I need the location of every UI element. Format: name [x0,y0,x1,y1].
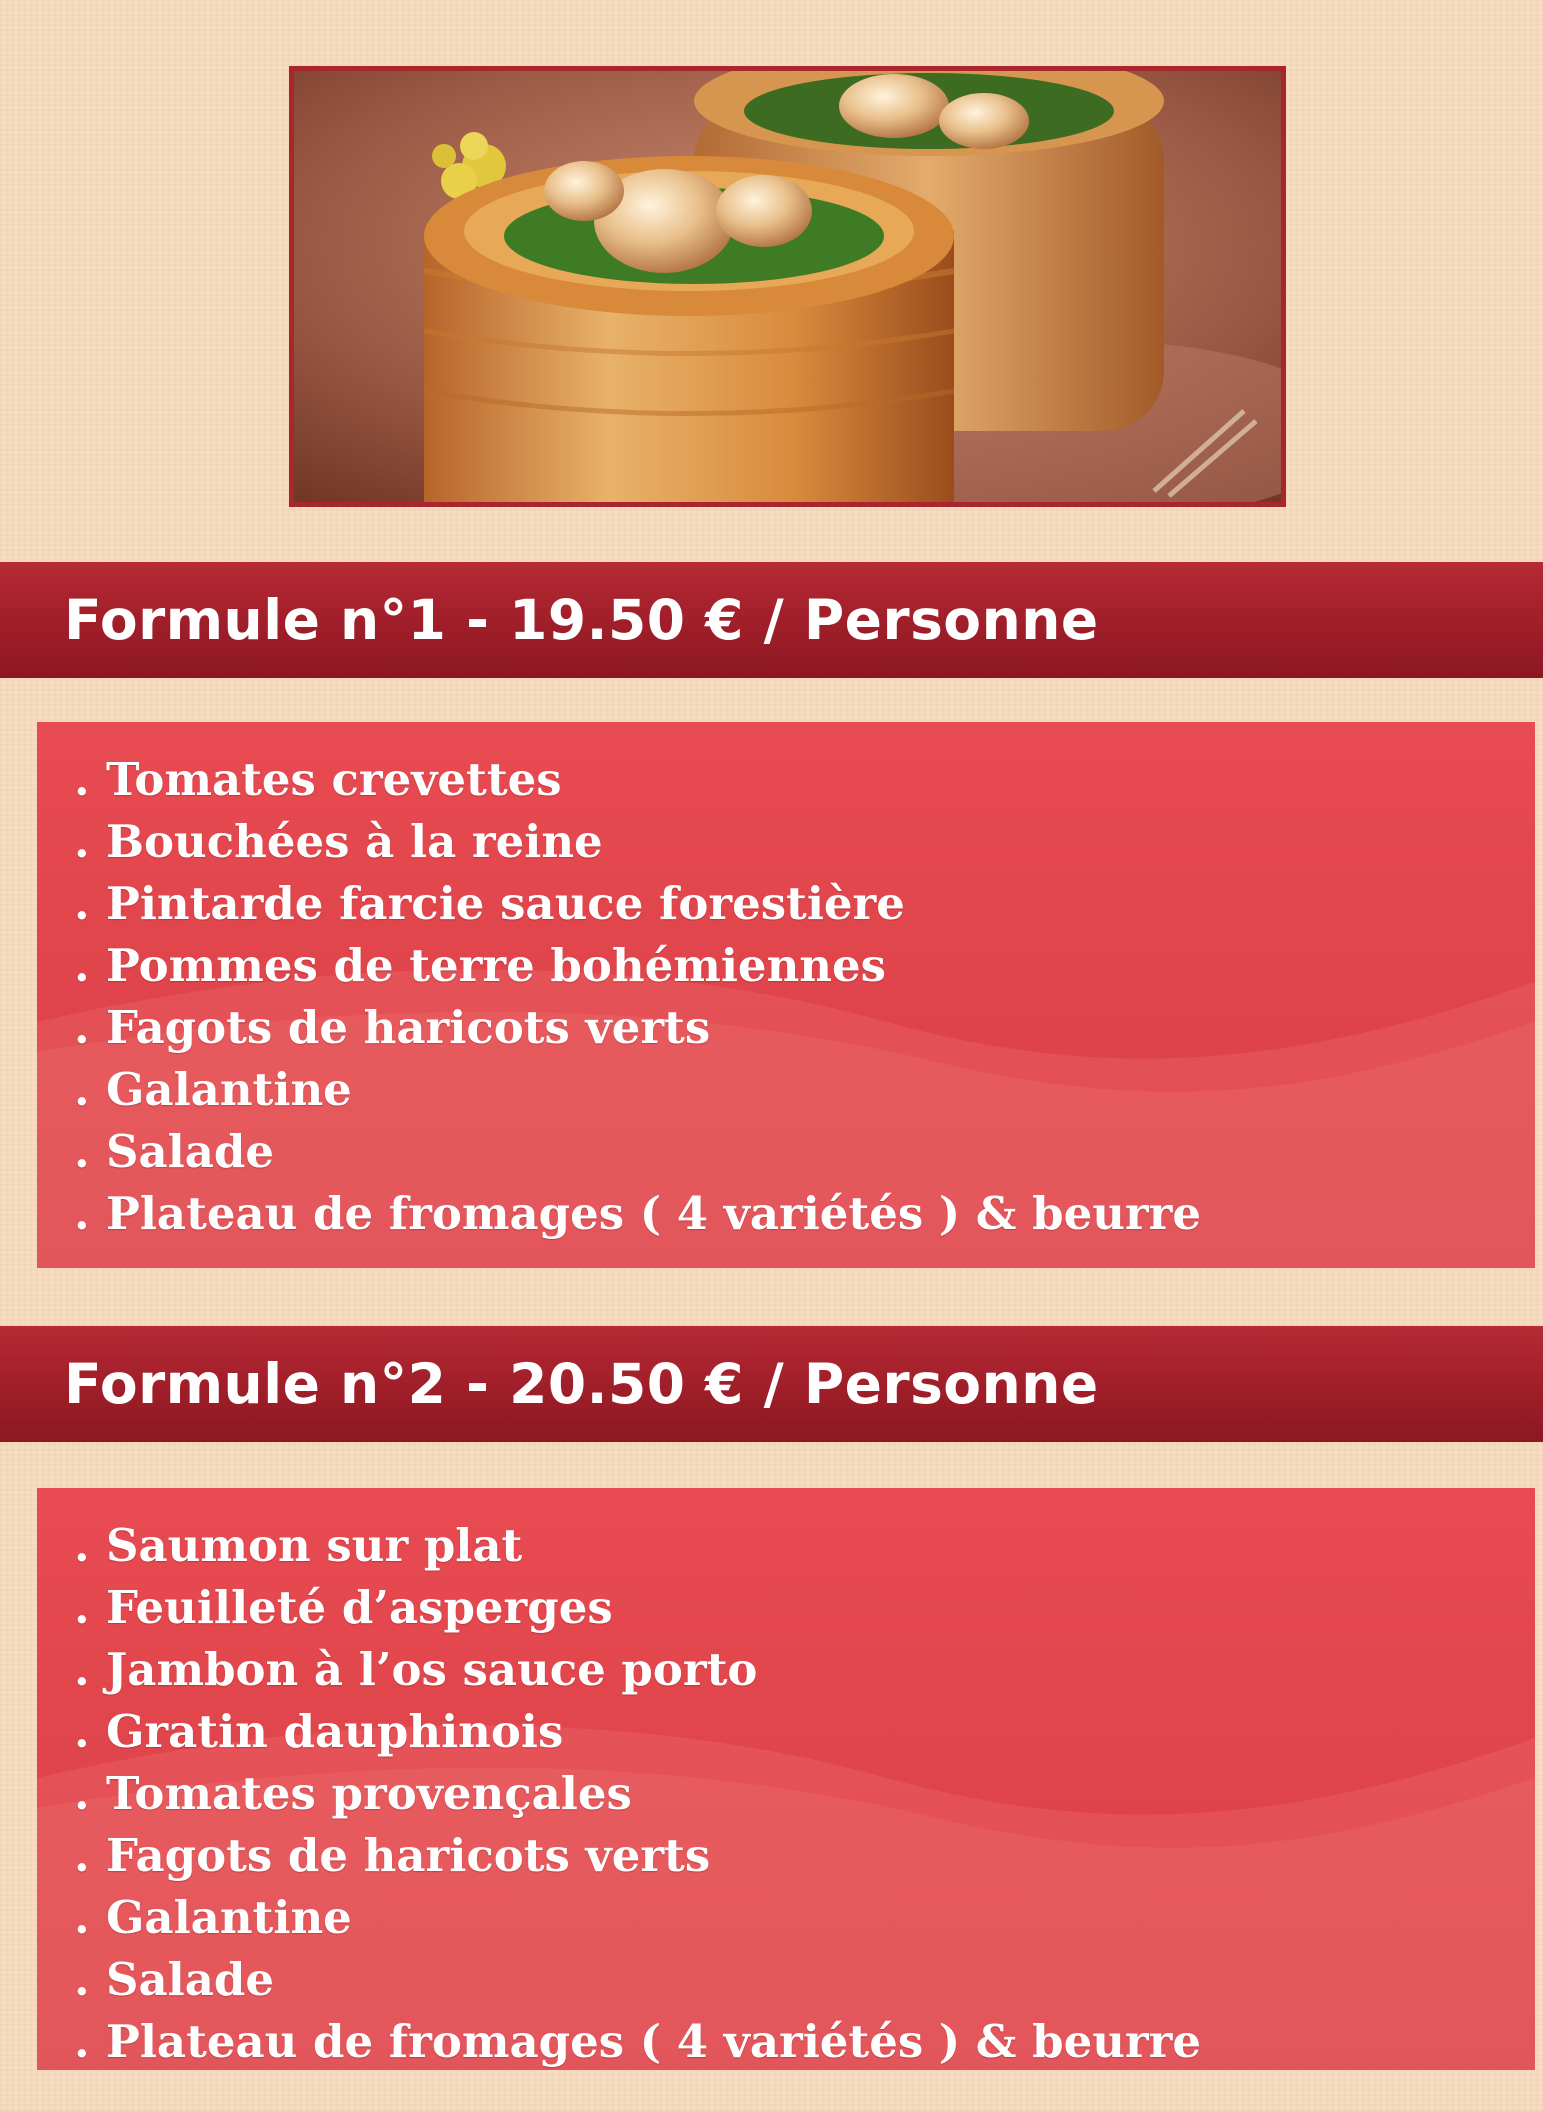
menu-item: . Fagots de haricots verts [74,1829,711,1882]
menu-item: . Fagots de haricots verts [74,1001,711,1054]
formula-2-menu-panel [37,1488,1535,2070]
menu-item: . Plateau de fromages ( 4 variétés ) & beurre [74,1187,1201,1240]
formula-1-menu-panel [37,722,1535,1268]
menu-item: . Pintarde farcie sauce forestière [74,877,905,930]
menu-item: . Plateau de fromages ( 4 variétés ) & beurre [74,2015,1201,2068]
formula-1-title-bar [0,562,1543,678]
menu-item: . Gratin dauphinois [74,1705,564,1758]
menu-item: . Feuilleté d’asperges [74,1581,613,1634]
menu-item: . Galantine [74,1063,352,1116]
menu-item: . Tomates provençales [74,1767,632,1820]
food-photo [289,66,1286,507]
menu-item: . Galantine [74,1891,352,1944]
front-pastry [424,156,954,502]
formula-1-title: Formule n°1 - 19.50 € / Personne [64,587,1099,652]
menu-item: . Salade [74,1125,275,1178]
menu-item: . Pommes de terre bohémiennes [74,939,886,992]
menu-item: . Tomates crevettes [74,753,562,806]
formula-2-title-bar [0,1326,1543,1442]
formula-2-title: Formule n°2 - 20.50 € / Personne [64,1351,1099,1416]
menu-item: . Saumon sur plat [74,1519,523,1572]
vol-au-vent-illustration [294,71,1281,502]
menu-item: . Bouchées à la reine [74,815,603,868]
menu-item: . Salade [74,1953,275,2006]
menu-item: . Jambon à l’os sauce porto [74,1643,758,1696]
formula-1-menu-list [37,722,1535,1245]
formula-2-menu-list [37,1488,1535,2070]
